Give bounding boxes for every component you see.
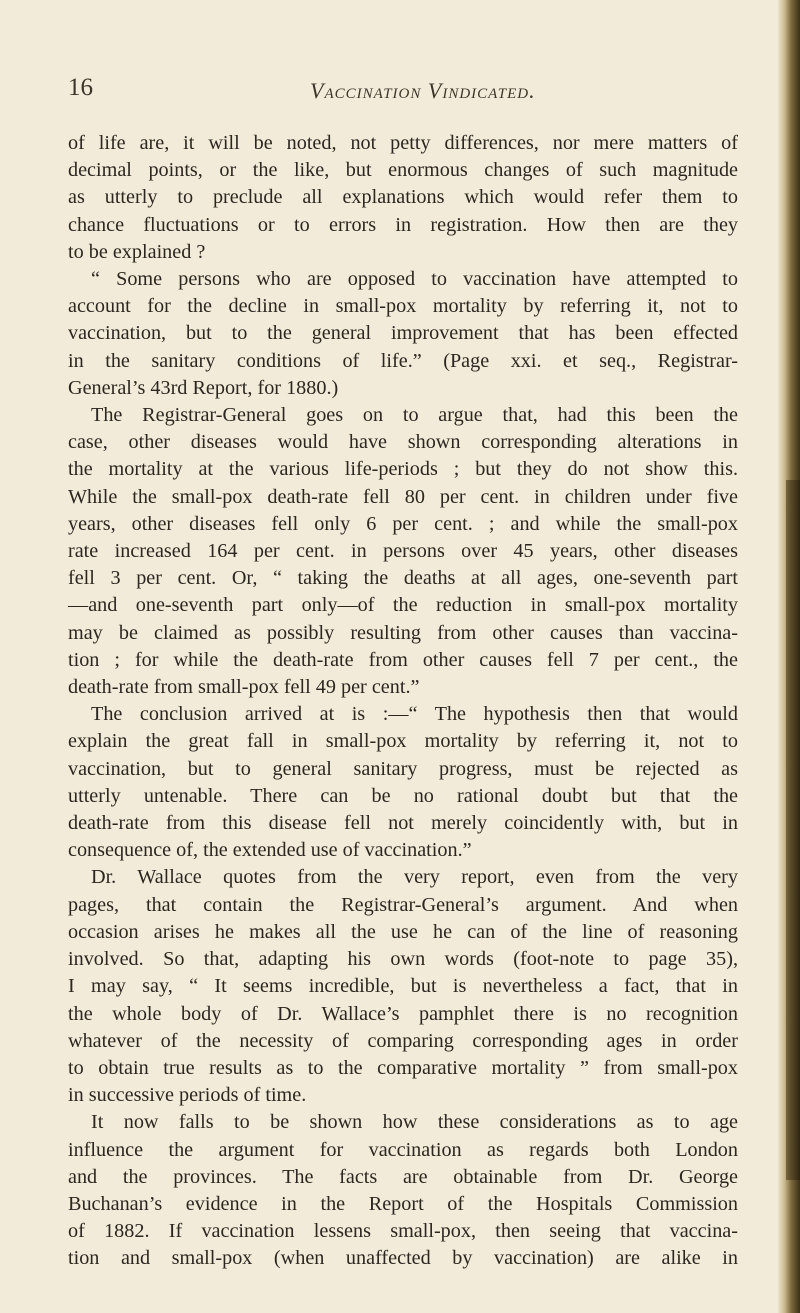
text-line: occasion arises he makes all the use he can of the line of reasoning — [68, 920, 738, 943]
text-line: I may say, “ It seems incredible, but is nevertheless a fact, that in — [68, 975, 738, 998]
running-head — [68, 74, 738, 114]
text-line: to be explained ? — [68, 240, 206, 263]
text-line: tion ; for while the death-rate from other causes fell 7 per cent., the — [68, 648, 738, 671]
text-line: consequence of, the extended use of vaccination.” — [68, 839, 472, 862]
text-line: chance fluctuations or to errors in registration. How then are they — [68, 213, 738, 236]
text-line: While the small-pox death-rate fell 80 per cent. in children under five — [68, 485, 738, 508]
text-line: “ Some persons who are opposed to vaccination have attempted to — [91, 268, 738, 291]
text-line: the mortality at the various life-periods ; but they do not show this. — [68, 458, 738, 481]
text-line: Dr. Wallace quotes from the very report, even from the very — [91, 866, 738, 889]
text-line: explain the great fall in small-pox mortality by referring it, not to — [68, 730, 738, 753]
text-line: Buchanan’s evidence in the Report of the Hospitals Commission — [68, 1192, 738, 1215]
page-edge-binding — [786, 480, 800, 1180]
text-line: may be claimed as possibly resulting from other causes than vaccina- — [68, 621, 738, 644]
text-line: in successive periods of time. — [68, 1084, 307, 1107]
text-line: The conclusion arrived at is :—“ The hypothesis then that would — [91, 703, 738, 726]
text-line: —and one-seventh part only—of the reduction in small-pox mortality — [68, 594, 738, 617]
text-line: General’s 43rd Report, for 1880.) — [68, 376, 339, 399]
text-line: pages, that contain the Registrar-General’s argument. And when — [68, 893, 738, 916]
text-line: death-rate from this disease fell not merely coincidently with, but in — [68, 812, 738, 835]
text-line: of 1882. If vaccination lessens small-pox, then seeing that vaccina- — [68, 1220, 738, 1243]
text-line: as utterly to preclude all explanations which would refer them to — [68, 186, 738, 209]
text-line: and the provinces. The facts are obtainable from Dr. George — [68, 1165, 738, 1188]
text-line: The Registrar-General goes on to argue that, had this been the — [91, 404, 738, 427]
text-line: vaccination, but to general sanitary progress, must be rejected as — [68, 757, 738, 780]
running-title: Vaccination Vindicated. — [310, 78, 536, 103]
text-line: account for the decline in small-pox mortality by referring it, not to — [68, 295, 738, 318]
text-line: death-rate from small-pox fell 49 per cent.” — [68, 676, 420, 699]
text-line: utterly untenable. There can be no rational doubt but that the — [68, 784, 738, 807]
text-line: involved. So that, adapting his own words (foot-note to page 35), — [68, 948, 738, 971]
text-line: whatever of the necessity of comparing corresponding ages in order — [68, 1029, 738, 1052]
text-line: tion and small-pox (when unaffected by vaccination) are alike in — [68, 1247, 738, 1270]
text-line: influence the argument for vaccination as regards both London — [68, 1138, 738, 1161]
page-number: 16 — [68, 74, 93, 101]
text-line: case, other diseases would have shown corresponding alterations in — [68, 431, 738, 454]
body-text — [68, 130, 738, 1273]
text-line: of life are, it will be noted, not petty differences, nor mere matters of — [68, 132, 738, 154]
text-line: the whole body of Dr. Wallace’s pamphlet there is no recognition — [68, 1002, 738, 1025]
text-line: in the sanitary conditions of life.” (Page xxi. et seq., Registrar- — [68, 349, 738, 372]
text-line: vaccination, but to the general improvement that has been effected — [68, 322, 738, 345]
text-line: fell 3 per cent. Or, “ taking the deaths at all ages, one-seventh part — [68, 567, 738, 590]
text-line: It now falls to be shown how these considerations as to age — [91, 1111, 738, 1134]
text-line: to obtain true results as to the comparative mortality ” from small-pox — [68, 1056, 738, 1079]
text-line: decimal points, or the like, but enormous changes of such magnitude — [68, 159, 738, 182]
text-line: years, other diseases fell only 6 per cent. ; and while the small-pox — [68, 512, 738, 535]
text-line: rate increased 164 per cent. in persons over 45 years, other diseases — [68, 540, 738, 563]
